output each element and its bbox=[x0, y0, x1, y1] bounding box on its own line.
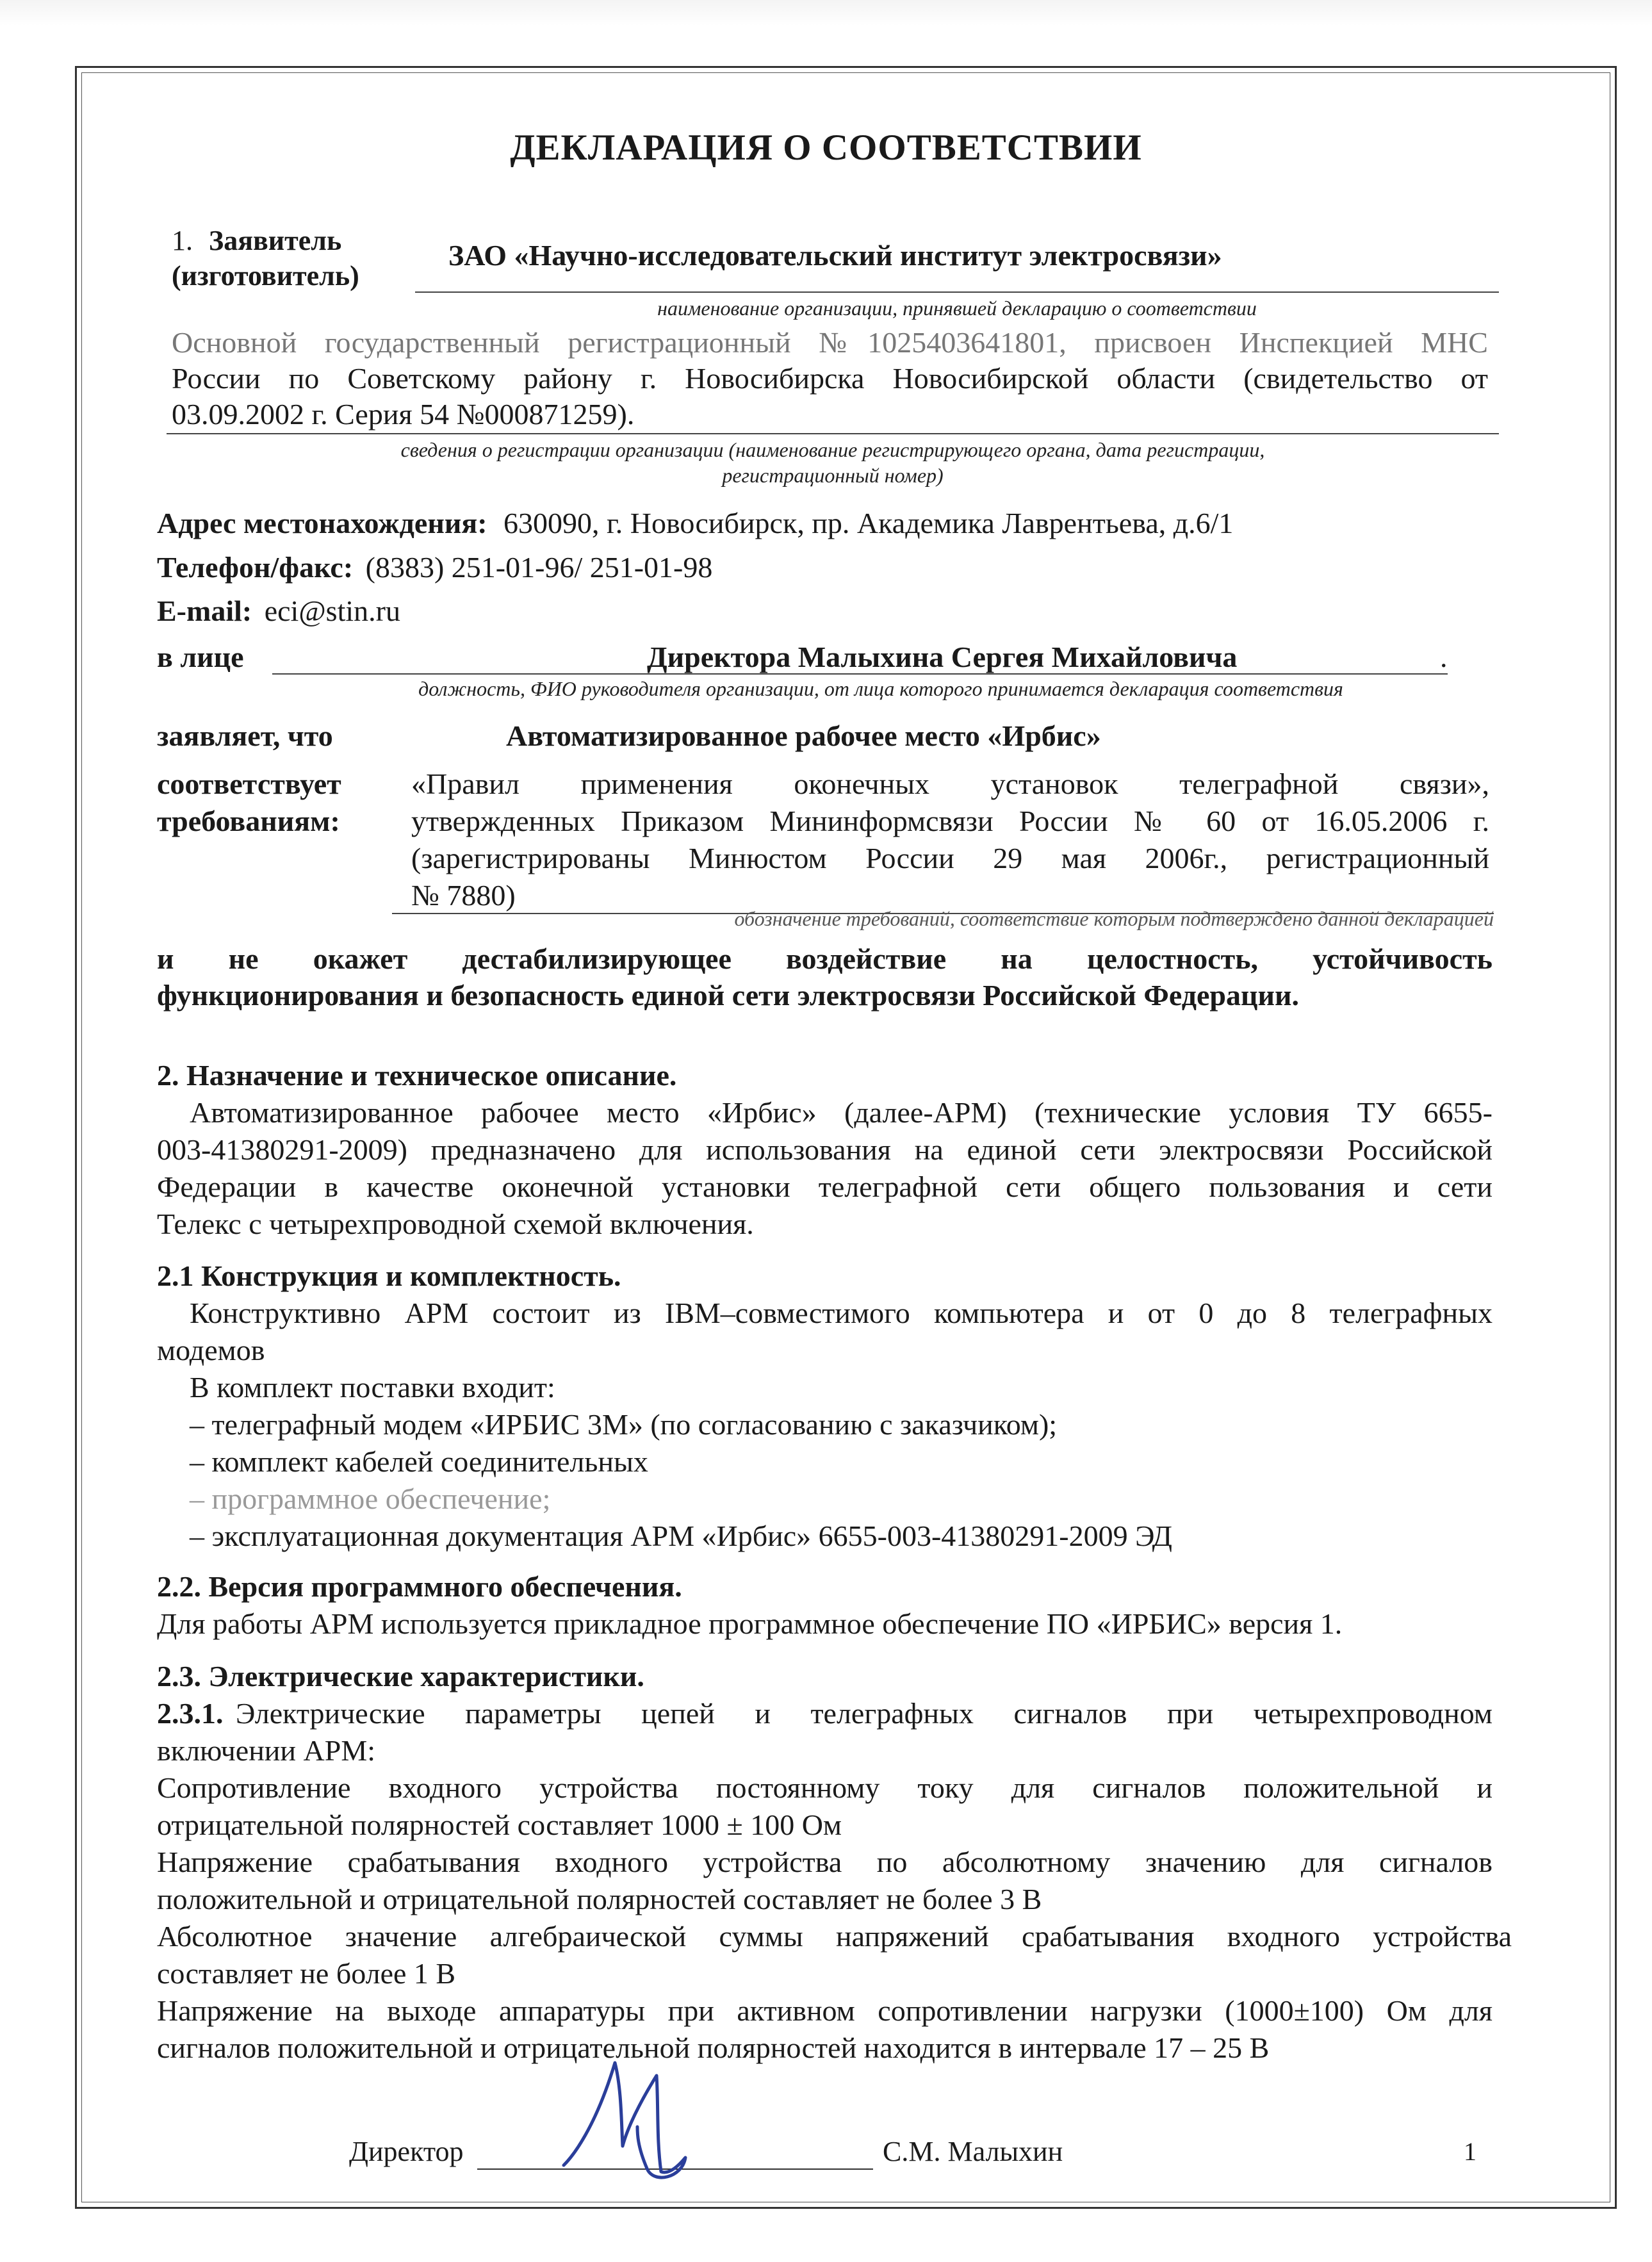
email-row bbox=[157, 593, 400, 630]
complies-label-2: требованиям: bbox=[157, 805, 340, 837]
address-label: Адрес местонахождения: bbox=[157, 507, 487, 539]
scan-edge bbox=[0, 0, 1652, 26]
address-row bbox=[157, 505, 1233, 542]
kit-item: – эксплуатационная документация АРМ «Ирбис» 6655-003-41380291-2009 ЭД bbox=[190, 1520, 1172, 1552]
section-2-3-line-9: Напряжение на выходе аппаратуры при активном сопротивлении нагрузки (1000±100) Ом для bbox=[157, 1994, 1493, 2027]
registration-line-2: России по Советскому району г. Новосибирска Новосибирской области (свидетельство от bbox=[172, 362, 1488, 395]
conclusion-line-1: и не окажет дестабилизирующее воздействие на целостность, устойчивость bbox=[157, 942, 1493, 975]
section-2-3-line-2: включении АРМ: bbox=[157, 1734, 376, 1767]
requirements-line-3: (зарегистрированы Минюстом России 29 мая 2006г., регистрационный bbox=[411, 842, 1489, 874]
email-value: eci@stin.ru bbox=[264, 594, 400, 627]
section-2-3-line-1: Электрические параметры цепей и телеграфных сигналов при четырехпроводном bbox=[236, 1697, 1493, 1730]
document-title: ДЕКЛАРАЦИЯ О СООТВЕТСТВИИ bbox=[510, 127, 1142, 168]
section-2-3-line-8: составляет не более 1 В bbox=[157, 1957, 456, 1990]
registration-caption-2: регистрационный номер) bbox=[722, 464, 944, 487]
section-2-2-heading: 2.2. Версия программного обеспечения. bbox=[157, 1570, 682, 1603]
section-2-3-heading: 2.3. Электрические характеристики. bbox=[157, 1660, 644, 1692]
applicant-name-caption: наименование организации, принявшей декларацию о соответствии bbox=[657, 297, 1257, 320]
section-2-3-line-10: сигналов положительной и отрицательной полярностей находится в интервале 17 – 25 В bbox=[157, 2031, 1270, 2064]
applicant-label bbox=[172, 224, 341, 257]
section-number: 1. bbox=[172, 225, 193, 256]
signature-icon bbox=[525, 2050, 717, 2204]
section-2-line-4: Телекс с четырехпроводной схемой включения. bbox=[157, 1208, 754, 1240]
applicant-name: ЗАО «Научно-исследовательский институт электросвязи» bbox=[448, 239, 1222, 272]
representative-underline bbox=[272, 673, 1448, 675]
section-2-3-line-5: Напряжение срабатывания входного устройства по абсолютному значению для сигналов bbox=[157, 1846, 1493, 1878]
conclusion-line-2: функционирования и безопасность единой сети электросвязи Российской Федерации. bbox=[157, 979, 1300, 1012]
address-value: 630090, г. Новосибирск, пр. Академика Лаврентьева, д.6/1 bbox=[503, 507, 1234, 539]
applicant-label-2: (изготовитель) bbox=[172, 260, 359, 291]
applicant-name-underline bbox=[415, 291, 1499, 293]
complies-label-1: соответствует bbox=[157, 767, 341, 800]
declared-product: Автоматизированное рабочее место «Ирбис» bbox=[506, 719, 1101, 752]
representative-end: . bbox=[1440, 641, 1448, 673]
section-2-line-2: 003-41380291-2009) предназначено для использования на единой сети электросвязи Российской bbox=[157, 1133, 1493, 1166]
registration-caption-1: сведения о регистрации организации (наименование регистрирующего органа, дата регистрации, bbox=[400, 438, 1265, 461]
representative-caption: должность, ФИО руководителя организации, от лица которого принимается декларация соответствия bbox=[418, 677, 1343, 700]
representative-label: в лице bbox=[157, 641, 244, 673]
section-2-heading: 2. Назначение и техническое описание. bbox=[157, 1059, 677, 1092]
registration-line-1: Основной государственный регистрационный №1025403641801, присвоен Инспекцией МНС bbox=[172, 326, 1488, 359]
requirements-caption: обозначение требований, соответствие которым подтверждено данной декларацией bbox=[734, 907, 1494, 930]
section-2-3-line-3: Сопротивление входного устройства постоянному току для сигналов положительной и bbox=[157, 1771, 1493, 1804]
footer-role: Директор bbox=[349, 2136, 464, 2167]
kit-intro: В комплект поставки входит: bbox=[190, 1371, 555, 1404]
section-2-1-line-1: Конструктивно АРМ состоит из IBM–совместимого компьютера и от 0 до 8 телеграфных bbox=[190, 1297, 1493, 1329]
kit-item: – телеграфный модем «ИРБИС 3М» (по согласованию с заказчиком); bbox=[190, 1408, 1058, 1441]
kit-item: – программное обеспечение; bbox=[190, 1482, 551, 1515]
requirements-line-2: утвержденных Приказом Мининформсвязи России № 60 от 16.05.2006 г. bbox=[411, 805, 1489, 837]
requirements-line-1: «Правил применения оконечных установок телеграфной связи», bbox=[411, 767, 1489, 800]
applicant-label-1: Заявитель bbox=[209, 225, 342, 256]
section-2-1-line-2: модемов bbox=[157, 1334, 265, 1366]
section-2-1-heading: 2.1 Конструкция и комплектность. bbox=[157, 1259, 621, 1292]
section-2-line-1: Автоматизированное рабочее место «Ирбис» (далее-АРМ) (технические условия ТУ 6655- bbox=[190, 1096, 1493, 1129]
section-2-3-line-7: Абсолютное значение алгебраической суммы напряжений срабатывания входного устройства bbox=[157, 1920, 1512, 1953]
section-2-2-text: Для работы АРМ используется прикладное программное обеспечение ПО «ИРБИС» версия 1. bbox=[157, 1607, 1343, 1640]
page-number: 1 bbox=[1464, 2137, 1476, 2166]
section-2-3-line-4: отрицательной полярностей составляет 1000 ± 100 Ом bbox=[157, 1808, 842, 1841]
section-2-line-3: Федерации в качестве оконечной установки телеграфной сети общего пользования и сети bbox=[157, 1170, 1493, 1203]
section-2-3-1-number: 2.3.1. bbox=[157, 1697, 224, 1730]
registration-line-3: 03.09.2002 г. Серия 54 №000871259). bbox=[172, 398, 635, 430]
phone-row bbox=[157, 549, 712, 586]
section-2-3-line-6: положительной и отрицательной полярностей составляет не более 3 В bbox=[157, 1883, 1042, 1915]
email-label: E-mail: bbox=[157, 594, 252, 627]
declares-label: заявляет, что bbox=[157, 719, 333, 752]
requirements-line-4: № 7880) bbox=[411, 879, 516, 912]
phone-value: (8383) 251-01-96/ 251-01-98 bbox=[365, 551, 713, 584]
kit-item: – комплект кабелей соединительных bbox=[190, 1445, 648, 1478]
representative-name: Директора Малыхина Сергея Михайловича bbox=[647, 641, 1238, 673]
footer-name: С.М. Малыхин bbox=[883, 2136, 1063, 2167]
registration-underline bbox=[167, 433, 1499, 434]
phone-label: Телефон/факс: bbox=[157, 551, 354, 584]
